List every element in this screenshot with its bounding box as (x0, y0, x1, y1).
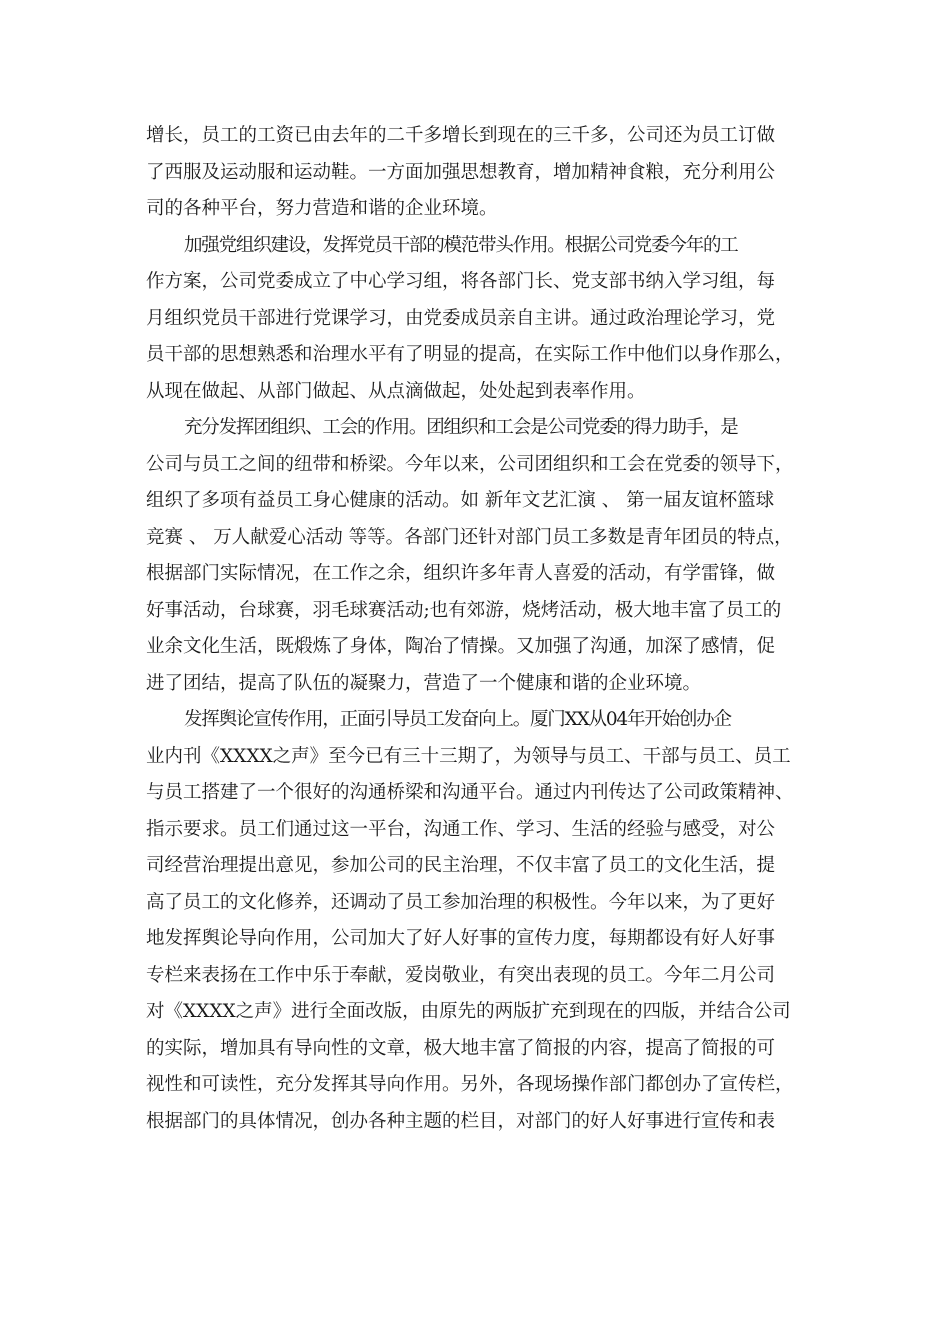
text-line: 高了员工的文化修养，还调动了员工参加治理的积极性。今年以来，为了更好 (146, 891, 776, 913)
document-body (146, 118, 826, 1140)
text-line: 根据部门的具体情况，创办各种主题的栏目，对部门的好人好事进行宣传和表 (146, 1110, 776, 1132)
text-line: 加强党组织建设，发挥党员干部的模范带头作用。根据公司党委今年的工 (184, 234, 738, 256)
text-line: 发挥舆论宣传作用，正面引导员工发奋向上。厦门XX从04年开始创办企 (184, 709, 731, 730)
text-line: 业内刊《XXXX之声》至今已有三十三期了，为领导与员工、干部与员工、员工 (146, 745, 791, 767)
text-line: 充分发挥团组织、工会的作用。团组织和工会是公司党委的得力助手，是 (184, 417, 738, 438)
text-line: 视性和可读性，充分发挥其导向作用。另外，各现场操作部门都创办了宣传栏， (146, 1074, 794, 1095)
text-line: 从现在做起、从部门做起、从点滴做起，处处起到表率作用。 (146, 380, 646, 402)
text-line: 作方案，公司党委成立了中心学习组，将各部门长、党支部书纳入学习组，每 (146, 271, 776, 292)
text-line: 增长，员工的工资已由去年的二千多增长到现在的三千多，公司还为员工订做 (146, 125, 776, 146)
text-line: 进了团结，提高了队伍的凝聚力，营造了一个健康和谐的企业环境。 (146, 672, 702, 694)
text-line: 司的各种平台，努力营造和谐的企业环境。 (146, 198, 498, 219)
text-line: 对《XXXX之声》进行全面改版，由原先的两版扩充到现在的四版，并结合公司 (146, 1001, 791, 1022)
text-line: 指示要求。员工们通过这一平台，沟通工作、学习、生活的经验与感受，对公 (146, 818, 776, 840)
text-line: 与员工搭建了一个很好的沟通桥梁和沟通平台。通过内刊传达了公司政策精神、 (146, 782, 794, 803)
text-line: 公司与员工之间的纽带和桥梁。今年以来，公司团组织和工会在党委的领导下， (146, 453, 794, 475)
text-line: 司经营治理提出意见，参加公司的民主治理，不仅丰富了员工的文化生活，提 (146, 855, 776, 876)
text-line: 专栏来表扬在工作中乐于奉献，爱岗敬业，有突出表现的员工。今年二月公司 (146, 964, 776, 986)
text-line: 的实际，增加具有导向性的文章，极大地丰富了简报的内容，提高了简报的可 (146, 1037, 776, 1059)
text-line: 月组织党员干部进行党课学习，由党委成员亲自主讲。通过政治理论学习，党 (146, 307, 776, 329)
text-line: 地发挥舆论导向作用，公司加大了好人好事的宣传力度，每期都设有好人好事 (146, 928, 776, 949)
text-line: 业余文化生活，既煅炼了身体，陶冶了情操。又加强了沟通，加深了感情，促 (146, 636, 776, 657)
text-line: 组织了多项有益员工身心健康的活动。如 新年文艺汇演 、 第一届友谊杯篮球 (146, 490, 775, 511)
text-line: 好事活动，台球赛，羽毛球赛活动;也有郊游，烧烤活动，极大地丰富了员工的 (146, 599, 782, 621)
text-line: 根据部门实际情况，在工作之余，组织许多年青人喜爱的活动，有学雷锋，做 (146, 563, 776, 584)
text-line: 竞赛 、 万人献爱心活动 等等。各部门还针对部门员工多数是青年团员的特点， (146, 526, 793, 548)
text-line: 了西服及运动服和运动鞋。一方面加强思想教育，增加精神食粮，充分利用公 (146, 161, 776, 183)
text-line: 员干部的思想熟悉和治理水平有了明显的提高，在实际工作中他们以身作那么， (146, 344, 794, 365)
